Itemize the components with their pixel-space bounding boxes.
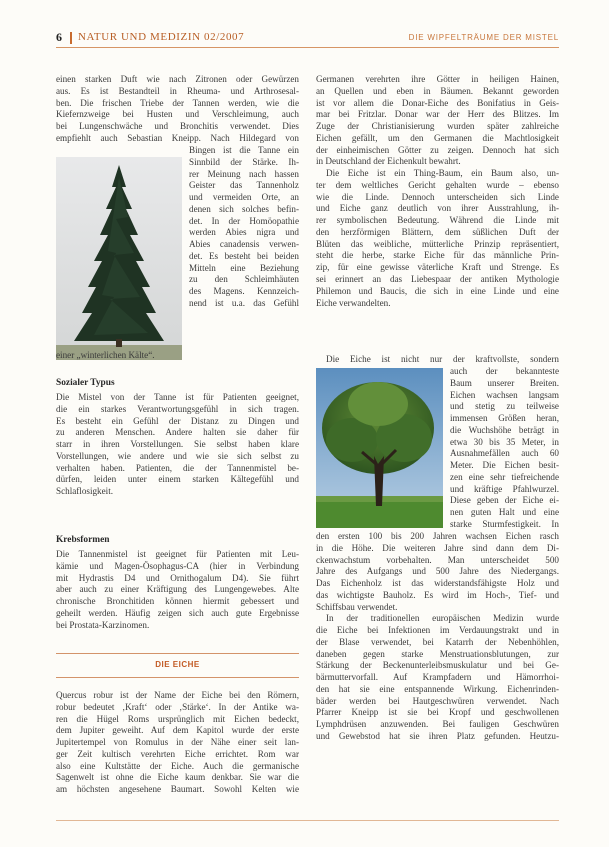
header-rule — [56, 47, 559, 48]
text-line: ckenwachstum vorbehalten. Man unterscheidet 500 — [316, 554, 559, 565]
section-title: DIE WIPFELTRÄUME DER MISTEL — [408, 33, 559, 42]
page-header — [56, 30, 559, 46]
text-line: starke Sturmfestigkeit. In — [450, 518, 559, 529]
heading-krebsformen: Krebsformen — [56, 535, 110, 545]
footer-rule — [56, 820, 559, 821]
text-line: bäder werden bei Hautgeschwüren verwendet. Nach — [316, 695, 559, 706]
section-rule-top — [56, 653, 299, 654]
text-line: an Quellen und eben in Bäumen. Bekannt geworden — [316, 85, 559, 96]
text-line: Stärkung der Beckenunterleibsmuskulatur und bei Ge- — [316, 660, 559, 671]
text-line: Die Tannenmistel ist geeignet für Patienten mit Leu- — [56, 549, 299, 559]
text-line: det. Es besteht bei beiden — [189, 250, 299, 261]
text-line: und Eiche ganz deutlich von ihrer Ausstrahlung, ih- — [316, 203, 559, 214]
text-line: immensen Größen heran, — [450, 413, 559, 424]
text-line: am höchsten angesehene Baumart. Sowohl Kelten wie — [56, 784, 299, 795]
text-line: Vorstellungen, wie andere und wie sie sich selbst zu — [56, 450, 299, 461]
text-line: steht die herbe, starke Eiche für das männliche Prin- — [316, 250, 559, 261]
text-line: Jupitertempel von Romulus in der Nähe einer seit lan- — [56, 737, 299, 748]
text-line: das wichtigste Bauholz. Es wird im Hoch-, Tief- und — [316, 589, 559, 600]
publication-name: NATUR UND MEDIZIN — [78, 31, 201, 43]
text-line: denen sich solches befin- — [189, 203, 299, 214]
text-line: des Magens. Kennzeich- — [189, 286, 299, 297]
text-line: Die Eiche ist nicht nur der kraftvollste, sondern — [326, 354, 559, 364]
text-line: in die Höhe. Die weiteren Jahre sind dann dem Di- — [316, 542, 559, 553]
text-line: dem Jupiter geweiht. Auf dem Kapitol wurde der erste — [56, 725, 299, 736]
text-line: kämie und Magen-Ösophagus-CA (hier in Verbindung — [56, 560, 299, 571]
text-line: Lymphdrüsen anzuwenden. Bei fauligen Geschwüren — [316, 719, 559, 730]
text-line: werden Abies nigra und — [189, 227, 299, 238]
fir-wrap-paragraph — [189, 145, 299, 310]
text-line: Eichen gefällt, um den Germanen die Machtlosigkeit — [316, 132, 559, 143]
text-line: mar bei Fritzlar. Donar war der Herr des Blitzes. Im — [316, 109, 559, 120]
text-line: In der traditionellen europäischen Medizin wurde — [326, 613, 559, 624]
text-line: Es besteht ein Gefühl der Distanz zu Dingen und — [56, 415, 299, 426]
text-line: der Blase verwendet, bei Katarrh der Nebenhöhlen, — [316, 636, 559, 647]
text-line: Die Eiche ist ein Thing-Baum, ein Baum also, un- — [326, 168, 559, 179]
text-line: einer „winterlichen Kälte“. — [56, 350, 155, 360]
text-line: Mitteln eine Beziehung — [189, 262, 299, 273]
text-line: Germanen verehrten ihre Götter in heiligen Hainen, — [316, 74, 559, 84]
text-line: Die Mistel von der Tanne ist für Patienten geeignet, — [56, 392, 299, 402]
text-line: in Deutschland der Eichenkult bewahrt. — [316, 156, 461, 167]
text-line: chronische Bronchitiden können hiermit gebessert und — [56, 596, 299, 607]
text-line: Meter. Die Eichen besit- — [450, 460, 559, 471]
text-line: bei Prostata-Karzinomen. — [56, 619, 150, 630]
text-line: nen guten Halt und eine — [450, 507, 559, 518]
heading-sozialer-typus: Sozialer Typus — [56, 378, 115, 388]
text-line: verhalten haben. Patienten, die der Tannenmistel be- — [56, 462, 299, 473]
text-line: aus. Es ist Bestandteil in Rheuma- und Arthrosesal- — [56, 85, 299, 96]
text-line: ger Zeit kultisch verehrten Eiche errichtet. Rom war — [56, 748, 299, 759]
text-line: Zuge der Christianisierung wurden später zahlreiche — [316, 121, 559, 132]
text-line: empfiehlt auch Sebastian Kneipp. Nach Hildegard von — [56, 132, 299, 143]
text-line: und Gewebstod hat sie ihren Platz gefunden. Heutzu- — [316, 731, 559, 742]
text-line: nend ist u.a. das Gefühl — [189, 297, 299, 308]
sozialer-typus-paragraph — [56, 392, 299, 498]
text-line: den herzförmigen Blättern, dem süßlichen Duft der — [316, 226, 559, 237]
die-eiche-paragraph — [56, 690, 299, 796]
left-intro-paragraph — [56, 74, 299, 145]
publication-title — [78, 31, 244, 43]
text-line: Sinnbild der Stärke. Ih- — [189, 156, 299, 167]
text-line: den hat sie eine entspannende Wirkung. Eichenrinden- — [316, 683, 559, 694]
text-line: mit Hydrastis D4 und Ornithogalum D4). Sie führt — [56, 572, 299, 583]
text-line: ren die Hügel Roms ursprünglich mit Eichen bedeckt, — [56, 713, 299, 724]
text-line: det. In der Homöopathie — [189, 215, 299, 226]
issue-number: 02/2007 — [204, 31, 245, 43]
text-line: rer Meinung nach hassen — [189, 168, 299, 179]
text-line: aber auch zu einer Kräftigung des Lungengewebes. Alte — [56, 584, 299, 595]
text-line: ter dem weltliches Gericht gehalten wurde – ebenso — [316, 179, 559, 190]
text-line: Kiefernzweige bei Husten und Verschleimung, auch — [56, 109, 299, 120]
text-line: zu anderen Menschen. Andere halten sie daher für — [56, 427, 299, 438]
text-line: Ausnahmefällen auch 60 — [450, 448, 559, 459]
text-line: sei erinnert an das Liebespaar der antiken Mythologie — [316, 274, 559, 285]
oak-wrap-first-line — [316, 354, 559, 366]
text-line: Sagenwelt ist ohne die Eiche kaum denkbar. Sie war die — [56, 772, 299, 783]
text-line: Das Eichenholz ist das widerstandsfähigste Holz und — [316, 578, 559, 589]
oak-tree-photo — [316, 368, 443, 528]
text-line: starr in ihren Vorstellungen. Sie selbst haben klare — [56, 439, 299, 450]
text-line: den ersten 100 bis 200 Jahren wachsen Eichen rasch — [316, 531, 559, 541]
text-line: etwa 30 bis 35 Meter, in — [450, 436, 559, 447]
right-bottom-paragraph — [316, 531, 559, 743]
text-line: und stetig zu teilweise — [450, 401, 559, 412]
text-line: dürfen, leiden unter einem starken Kältegefühl und — [56, 474, 299, 485]
text-line: robur bedeutet ‚Kraft‘ oder ‚Stärke‘. In der Antike wa- — [56, 701, 299, 712]
page-number: 6 — [56, 30, 62, 44]
text-line: ben. Die frischen Triebe der Tannen werden, wie die — [56, 97, 299, 108]
text-line: Schiffsbau verwendet. — [316, 601, 398, 612]
text-line: Baum unserer Breiten. — [450, 377, 559, 388]
text-line: Jahre des Aufgangs und 500 Jahre des Niedergangs. — [316, 566, 559, 577]
text-line: bärmuttervorfall. Auf Krampfadern und Hämorrhoi- — [316, 672, 559, 683]
section-rule-bottom — [56, 677, 299, 678]
text-line: rer symbolischen Bedeutung. Während die Linde mit — [316, 215, 559, 226]
text-line: die Wuchshöhe beträgt in — [450, 424, 559, 435]
text-line: die ein starkes Verantwortungsgefühl in sich tragen. — [56, 403, 299, 414]
fir-wrap-tail — [56, 350, 299, 362]
text-line: Bingen ist die Tanne ein — [189, 145, 299, 155]
text-line: Eiche verwandelten. — [316, 297, 391, 308]
text-line: auch der bekannteste — [450, 366, 559, 376]
header-divider — [70, 32, 72, 44]
text-line: daneben gegen starke Menstruationsblutungen, zur — [316, 648, 559, 659]
text-line: bei Lungenschwäche und Bronchitis verwendet. Dies — [56, 121, 299, 132]
text-line: geheilt werden. Häufig zeigen sich auch gute Ergebnisse — [56, 607, 299, 618]
text-line: zip, für eine gewisse väterliche Kraft und Strenge. Es — [316, 262, 559, 273]
text-line: und kräftige Pfahlwurzel. — [450, 483, 559, 494]
text-line: wie die Linde. Dennoch unterscheiden sich Linde — [316, 191, 559, 202]
text-line: Abies canadensis verwen- — [189, 239, 299, 250]
text-line: Schlaflosigkeit. — [56, 486, 114, 497]
text-line: Geister das Tannenholz — [189, 180, 299, 191]
text-line: Pfarrer Kneipp ist sie bei Kropf und geschwollenen — [316, 707, 559, 718]
krebsformen-paragraph — [56, 549, 299, 631]
right-top-paragraph — [316, 74, 559, 309]
heading-die-eiche: DIE EICHE — [155, 660, 200, 669]
text-line: einen starken Duft wie nach Zitronen oder Gewürzen — [56, 74, 299, 84]
text-line: zen eine sehr tiefreichende — [450, 471, 559, 482]
text-line: Blüten das weibliche, mütterliche Prinzip repräsentiert, — [316, 238, 559, 249]
text-line: zu den Schleimhäuten — [189, 274, 299, 285]
text-line: und vermeiden Orte, an — [189, 192, 299, 203]
text-line: also eine Kultstätte der Eiche. Auch die germanische — [56, 760, 299, 771]
text-line: die Eiche bei Infektionen im Verdauungstrakt und in — [316, 625, 559, 636]
fir-tree-photo — [56, 157, 182, 360]
text-line: Eichen wachsen langsam — [450, 389, 559, 400]
text-line: ist vor allem die Donar-Eiche des Bonifatius in Geis- — [316, 97, 559, 108]
text-line: Philemon und Baucis, die sich in eine Linde und eine — [316, 285, 559, 296]
text-line: Quercus robur ist der Name der Eiche bei den Römern, — [56, 690, 299, 700]
text-line: Diese geben der Eiche ei- — [450, 495, 559, 506]
oak-wrap-paragraph — [450, 366, 559, 531]
text-line: der einheimischen Götter zu zeigen. Dennoch hat sich — [316, 144, 559, 155]
